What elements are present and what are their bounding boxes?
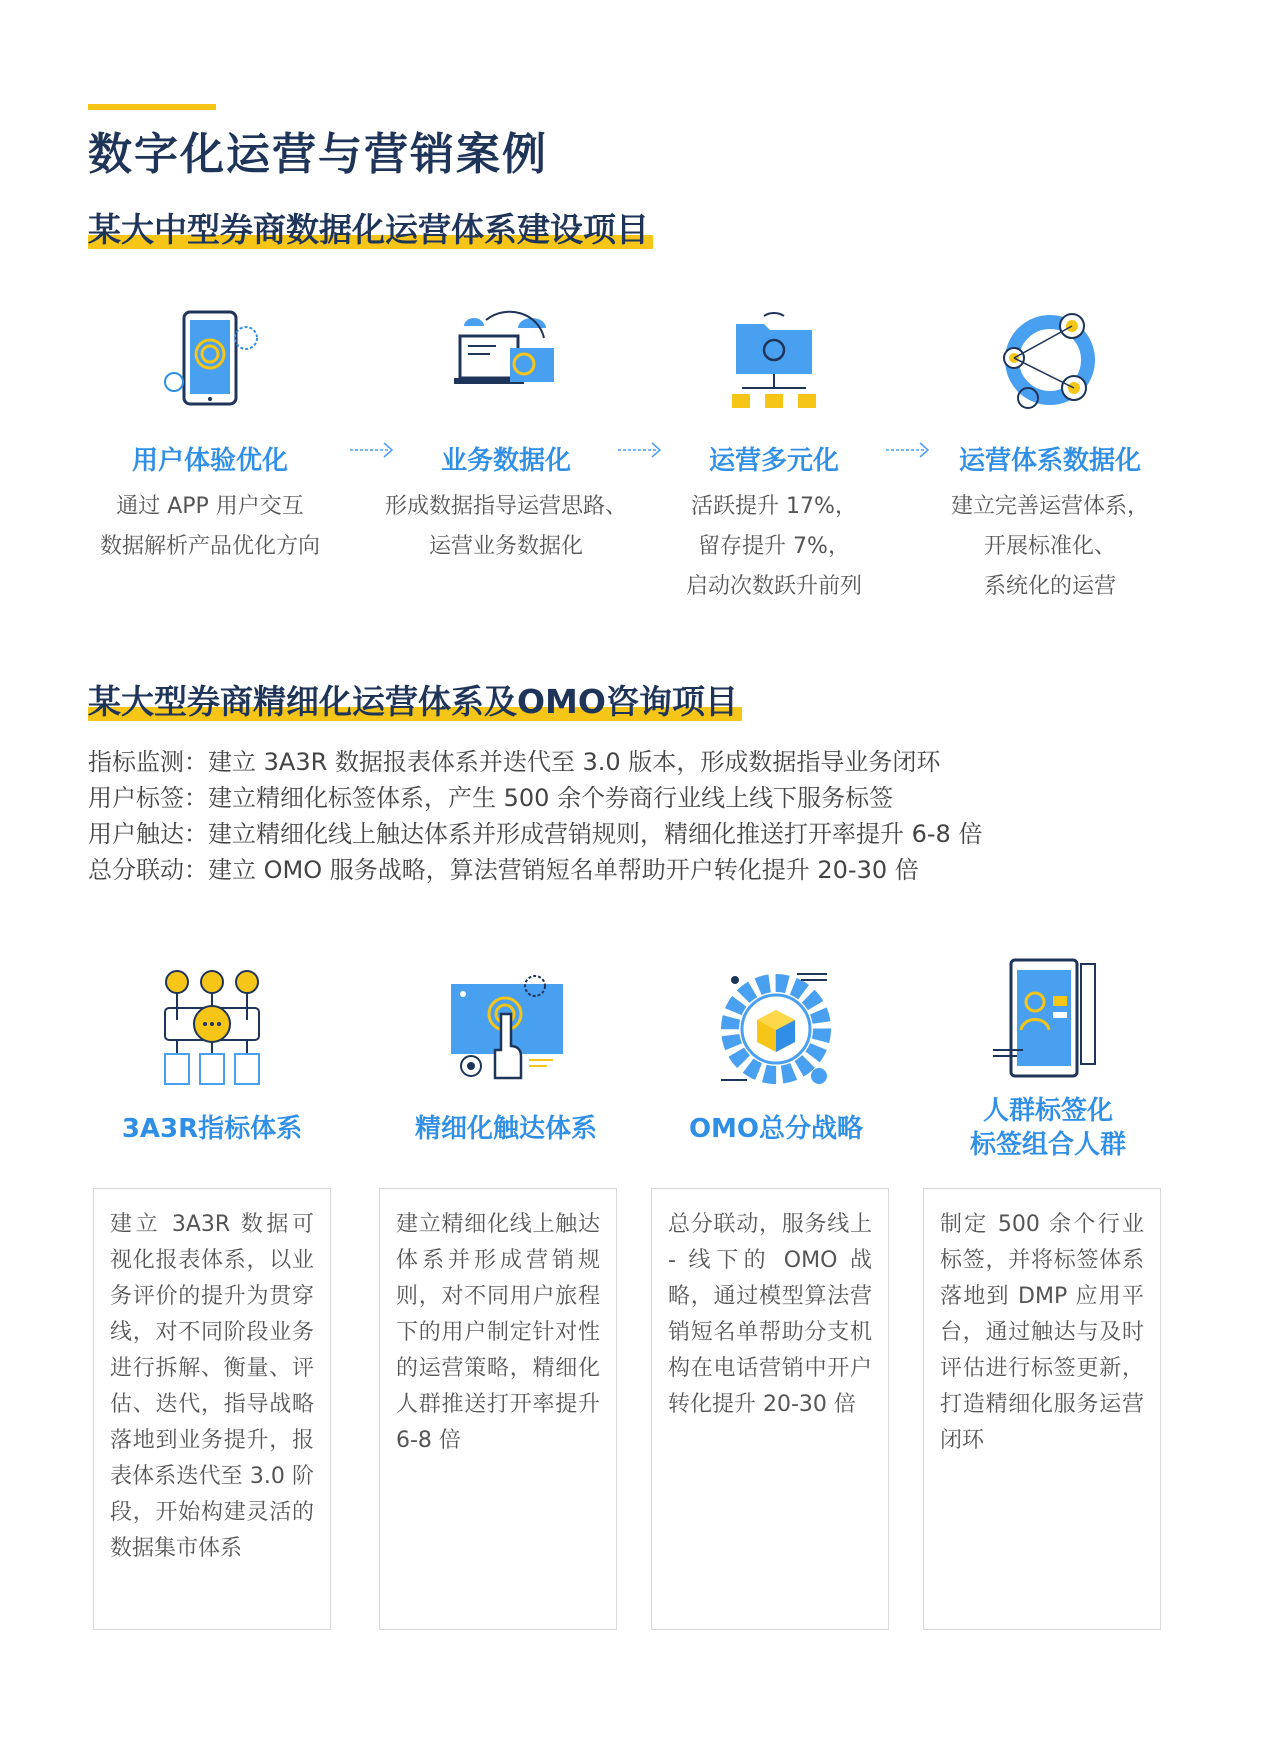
- project-highlights: [88, 744, 982, 888]
- gear-cube-icon: [711, 964, 841, 1094]
- card-label: 精细化触达体系: [414, 1114, 597, 1144]
- card-text-omo: 总分联动，服务线上 - 线下的 OMO 战略，通过模型算法营销短名单帮助分支机构在电话营销中开户转化提升 20-30 倍: [651, 1188, 889, 1630]
- page-title: 数字化运营与营销案例: [88, 129, 548, 180]
- title-accent-rule: [88, 104, 216, 110]
- touch-screen-icon: [441, 964, 571, 1094]
- step-operations-system-data: [910, 302, 1190, 607]
- card-text-3a3r: 建立 3A3R 数据可视化报表体系，以业务评价的提升为贯穿线，对不同阶段业务进行拆解、衡量、评估、迭代，指导战略落地到业务提升，报表体系迭代至 3.0 阶段，开始构建灵活的数据集市体系: [93, 1188, 331, 1630]
- step-operations-diversification: [634, 302, 914, 607]
- step-business-data: [366, 302, 646, 567]
- highlight-item: 指标监测：建立 3A3R 数据报表体系并迭代至 3.0 版本，形成数据指导业务闭环: [88, 748, 941, 776]
- card-head-audience-tags: [908, 954, 1188, 1162]
- highlight-item: 用户触达：建立精细化线上触达体系并形成营销规则，精细化推送打开率提升 6-8 倍: [88, 820, 983, 848]
- step-desc: 活跃提升 17%， 留存提升 7%， 启动次数跃升前列: [685, 494, 862, 599]
- folder-network-icon: [714, 302, 834, 422]
- laptop-cloud-sync-icon: [446, 302, 566, 422]
- card-head-precision-reach: [366, 964, 646, 1146]
- step-desc: 形成数据指导运营思路、 运营业务数据化: [384, 494, 627, 559]
- phone-profile-icon: [983, 954, 1113, 1084]
- card-label: OMO总分战略: [688, 1114, 864, 1144]
- highlight-item: 总分联动：建立 OMO 服务战略，算法营销短名单帮助开户转化提升 20-30 倍: [88, 856, 919, 884]
- card-text-audience-tags: 制定 500 余个行业标签，并将标签体系落地到 DMP 应用平台，通过触达与及时评估进行标签更新，打造精细化服务运营闭环: [923, 1188, 1161, 1630]
- step-label: 业务数据化: [440, 446, 571, 476]
- card-text-precision-reach: 建立精细化线上触达体系并形成营销规则，对不同用户旅程下的用户制定针对性的运营策略，精细化人群推送打开率提升 6-8 倍: [379, 1188, 617, 1630]
- highlight-item: 用户标签：建立精细化标签体系，产生 500 余个券商行业线上线下服务标签: [88, 784, 894, 812]
- step-label: 运营多元化: [708, 446, 839, 476]
- section2-title: 某大型券商精细化运营体系及OMO咨询项目: [88, 680, 742, 724]
- step-label: 运营体系数据化: [958, 446, 1141, 476]
- step-desc: 建立完善运营体系， 开展标准化、 系统化的运营: [950, 494, 1149, 599]
- card-label: 标签组合人群: [969, 1130, 1126, 1160]
- card-label: 3A3R指标体系: [121, 1114, 303, 1144]
- card-label: 人群标签化: [982, 1096, 1113, 1126]
- card-head-3a3r: [72, 964, 352, 1146]
- fingerprint-tablet-icon: [150, 302, 270, 422]
- step-user-experience: [70, 302, 350, 567]
- card-head-omo: [636, 964, 916, 1146]
- step-desc: 通过 APP 用户交互 数据解析产品优化方向: [99, 494, 320, 559]
- cycle-nodes-icon: [990, 302, 1110, 422]
- metric-hierarchy-icon: [147, 964, 277, 1094]
- step-label: 用户体验优化: [131, 446, 288, 476]
- section1-title: 某大中型券商数据化运营体系建设项目: [88, 208, 653, 252]
